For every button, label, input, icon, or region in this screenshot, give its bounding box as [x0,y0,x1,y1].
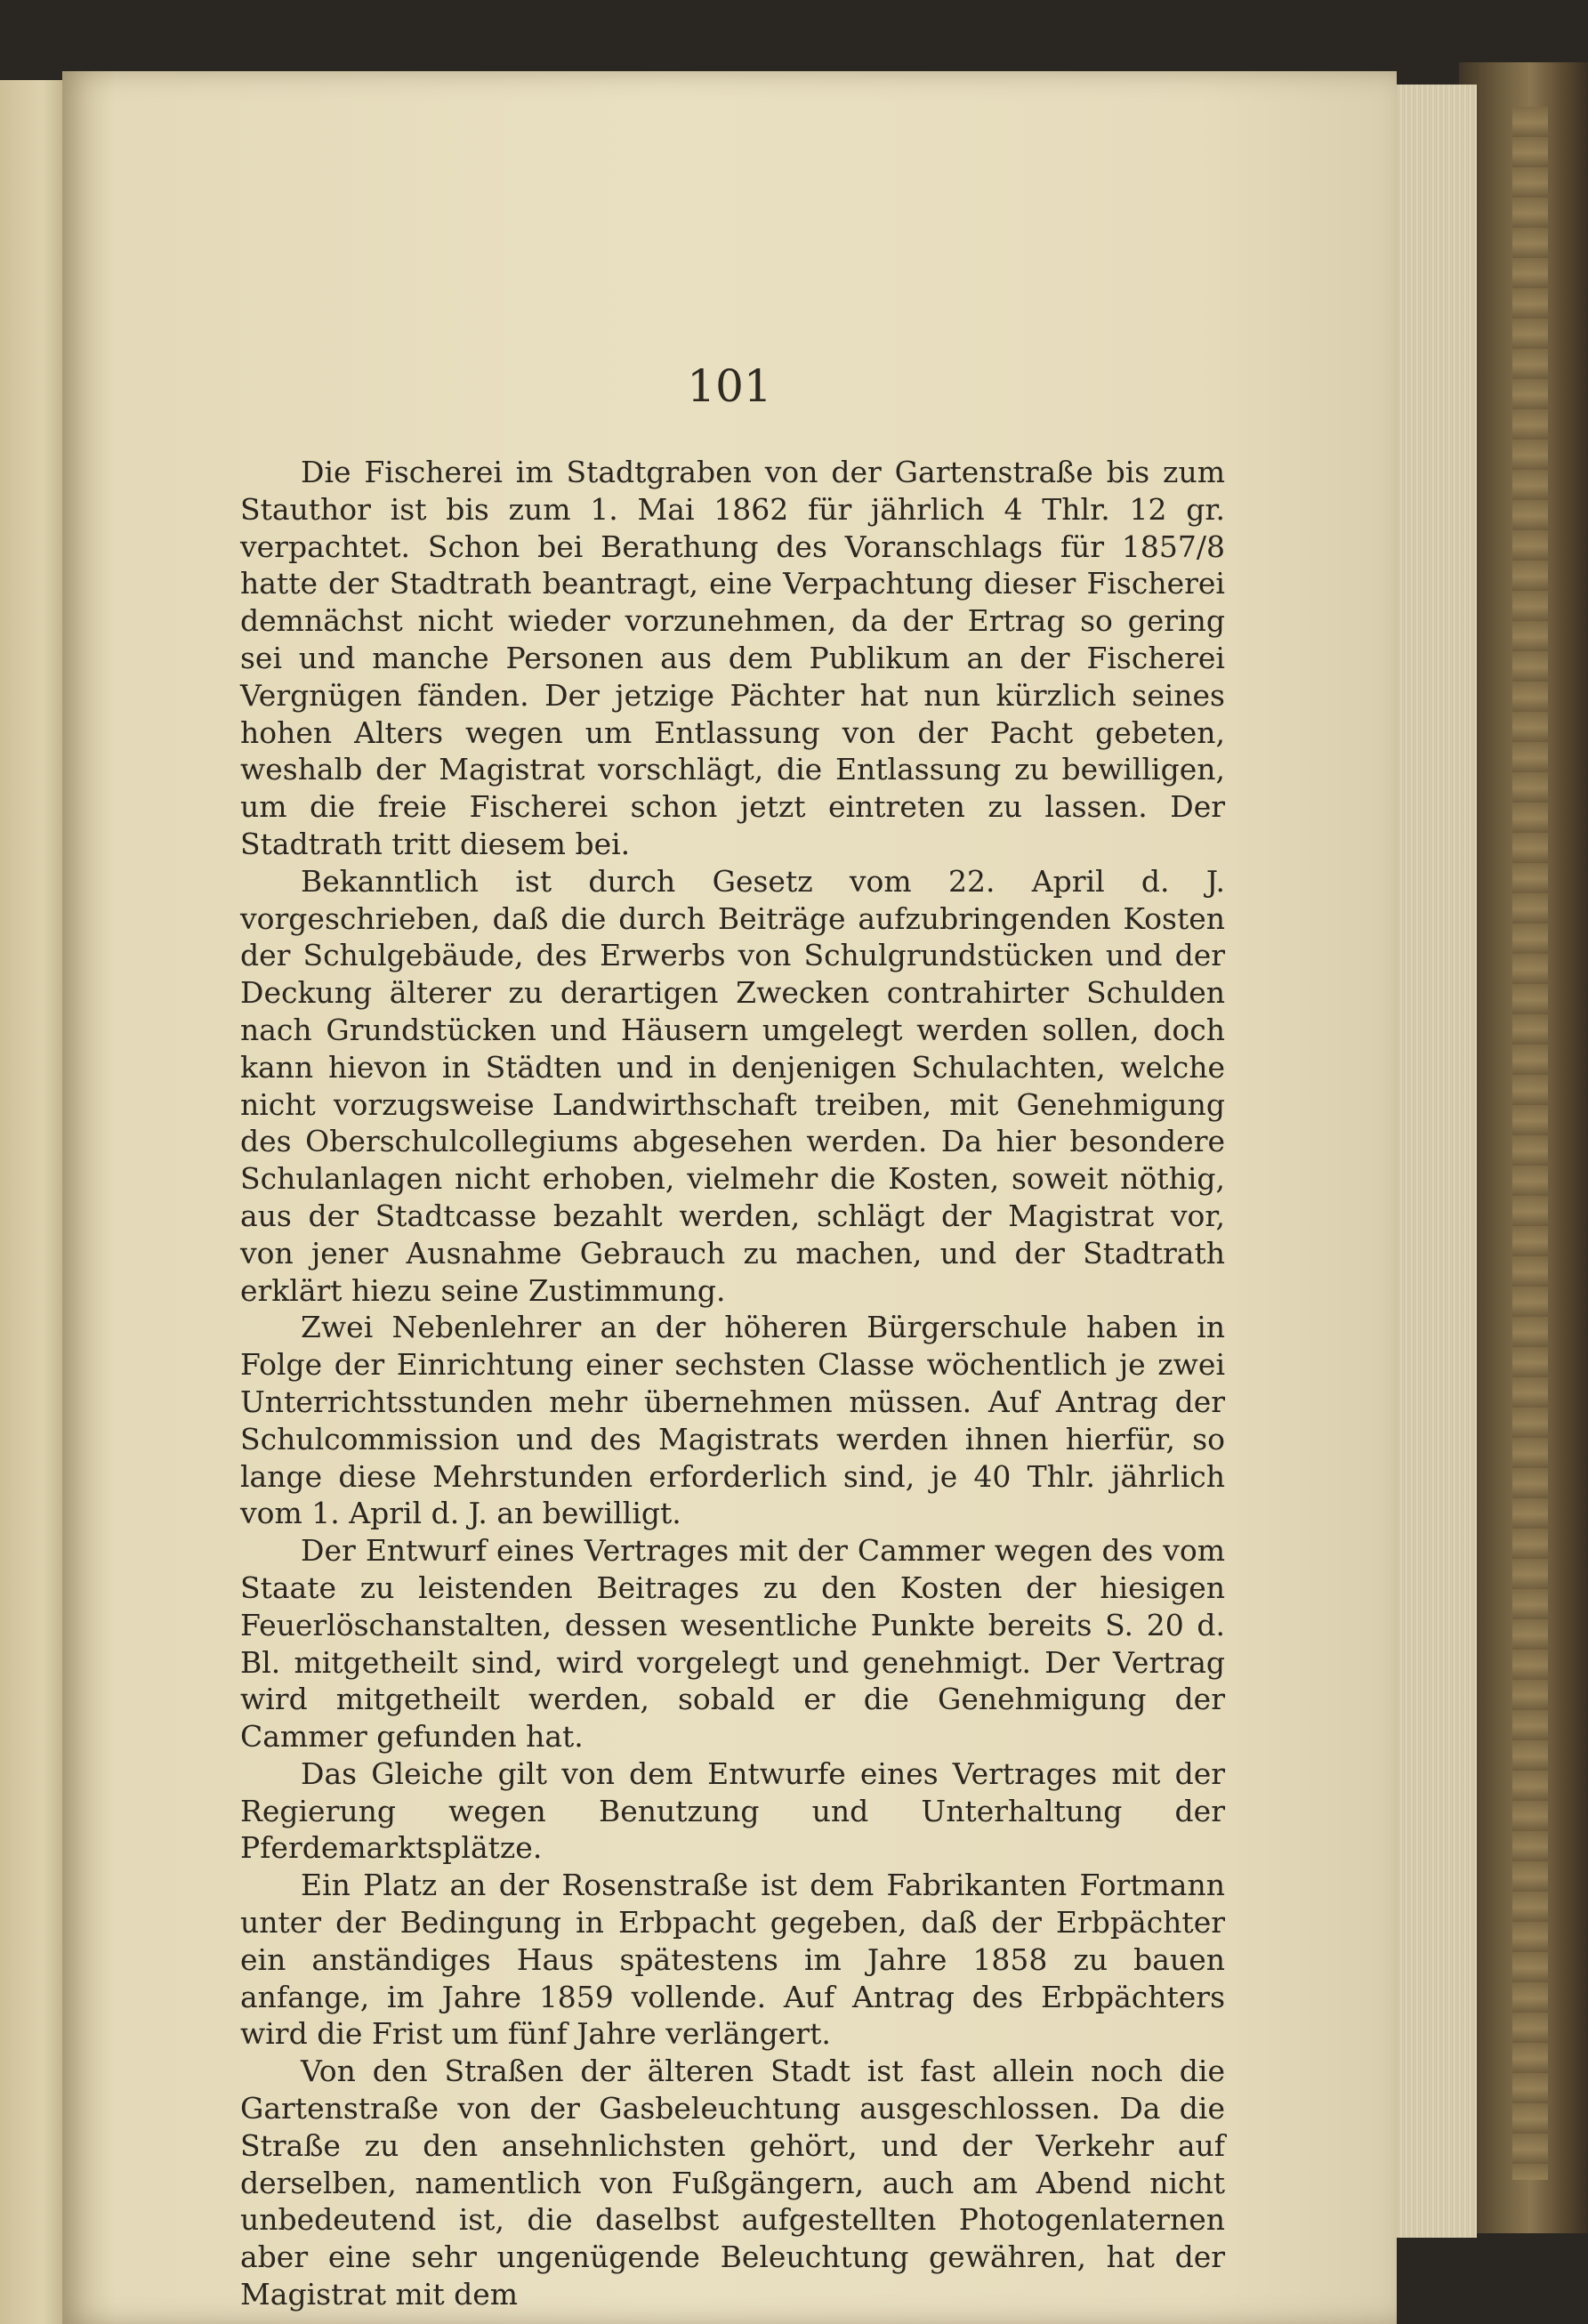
paragraph-rosenstrasse: Ein Platz an der Rosenstraße ist dem Fabrikanten Fortmann unter der Bedingung in Erbpacht gegeben, daß der Erbpächter ein anständiges Haus spätestens im Jahre 1858 zu bauen anfange, im Jahre 1859 vollende. Auf Antrag des Erbpächters wird die Frist um fünf Jahre verlängert. [240,1868,1225,2052]
page-block-edges [1392,85,1477,2238]
paragraph-pferdemarkt: Das Gleiche gilt von dem Entwurfe eines Vertrages mit der Regierung wegen Benutzung und Unterhaltung der Pferdemarktsplätze. [240,1755,1225,1866]
body-text [240,454,1225,2313]
facing-page-edge [0,80,71,2324]
paragraph-schulgesetz: Bekanntlich ist durch Gesetz vom 22. April d. J. vorgeschrieben, daß die durch Beiträge aufzubringenden Kosten der Schulgebäude, des Erwerbs von Schulgrundstücken und der Deckung älterer zu derartigen Zwecken contrahirter Schulden nach Grundstücken und Häusern umgelegt werden sollen, doch kann hievon in Städten und in denjenigen Schulachten, welche nicht vorzugsweise Landwirthschaft treiben, mit Genehmigung des Oberschulcollegiums abgesehen werden. Da hier besondere Schulanlagen nicht erhoben, vielmehr die Kosten, soweit nöthig, aus der Stadtcasse bezahlt werden, schlägt der Magistrat vor, von jener Ausnahme Gebrauch zu machen, und der Stadtrath erklärt hiezu seine Zustimmung. [240,863,1225,1308]
paragraph-nebenlehrer: Zwei Nebenlehrer an der höheren Bürgerschule haben in Folge der Einrichtung einer sechsten Classe wöchentlich je zwei Unterrichtsstunden mehr übernehmen müssen. Auf Antrag der Schulcommission und des Magistrats werden ihnen hierfür, so lange diese Mehrstunden erforderlich sind, je 40 Thlr. jährlich vom 1. April d. J. an bewilligt. [240,1310,1225,1531]
paragraph-feuerloesch-vertrag: Der Entwurf eines Vertrages mit der Cammer wegen des vom Staate zu leistenden Beitrages zu den Kosten der hiesigen Feuerlöschanstalten, dessen wesentliche Punkte bereits S. 20 d. Bl. mitgetheilt sind, wird vorgelegt und genehmigt. Der Vertrag wird mitgetheilt werden, sobald er die Genehmigung der Cammer gefunden hat. [240,1533,1225,1755]
cover-marbling [1512,107,1548,2180]
paragraph-gartenstrasse: Von den Straßen der älteren Stadt ist fast allein noch die Gartenstraße von der Gasbeleuchtung ausgeschlossen. Da die Straße zu den ansehnlichsten gehört, und der Verkehr auf derselben, namentlich von Fußgängern, auch am Abend nicht unbedeutend ist, die daselbst aufgestellten Photogenlaternen aber eine sehr ungenügende Beleuchtung gewähren, hat der Magistrat mit dem [240,2054,1225,2312]
page-number: 101 [687,360,772,412]
paragraph-fischerei: Die Fischerei im Stadtgraben von der Gartenstraße bis zum Stauthor ist bis zum 1. Mai 1862 für jährlich 4 Thlr. 12 gr. verpachtet. Schon bei Berathung des Voranschlags für 1857/8 hatte der Stadtrath beantragt, eine Verpachtung dieser Fischerei demnächst nicht wieder vorzunehmen, da der Ertrag so gering sei und manche Personen aus dem Publikum an der Fischerei Vergnügen fänden. Der jetzige Pächter hat nun kürzlich seines hohen Alters wegen um Entlassung von der Pacht gebeten, weshalb der Magistrat vorschlägt, die Entlassung zu bewilligen, um die freie Fischerei schon jetzt eintreten zu lassen. Der Stadtrath tritt diesem bei. [240,455,1225,861]
book-page [62,71,1397,2324]
